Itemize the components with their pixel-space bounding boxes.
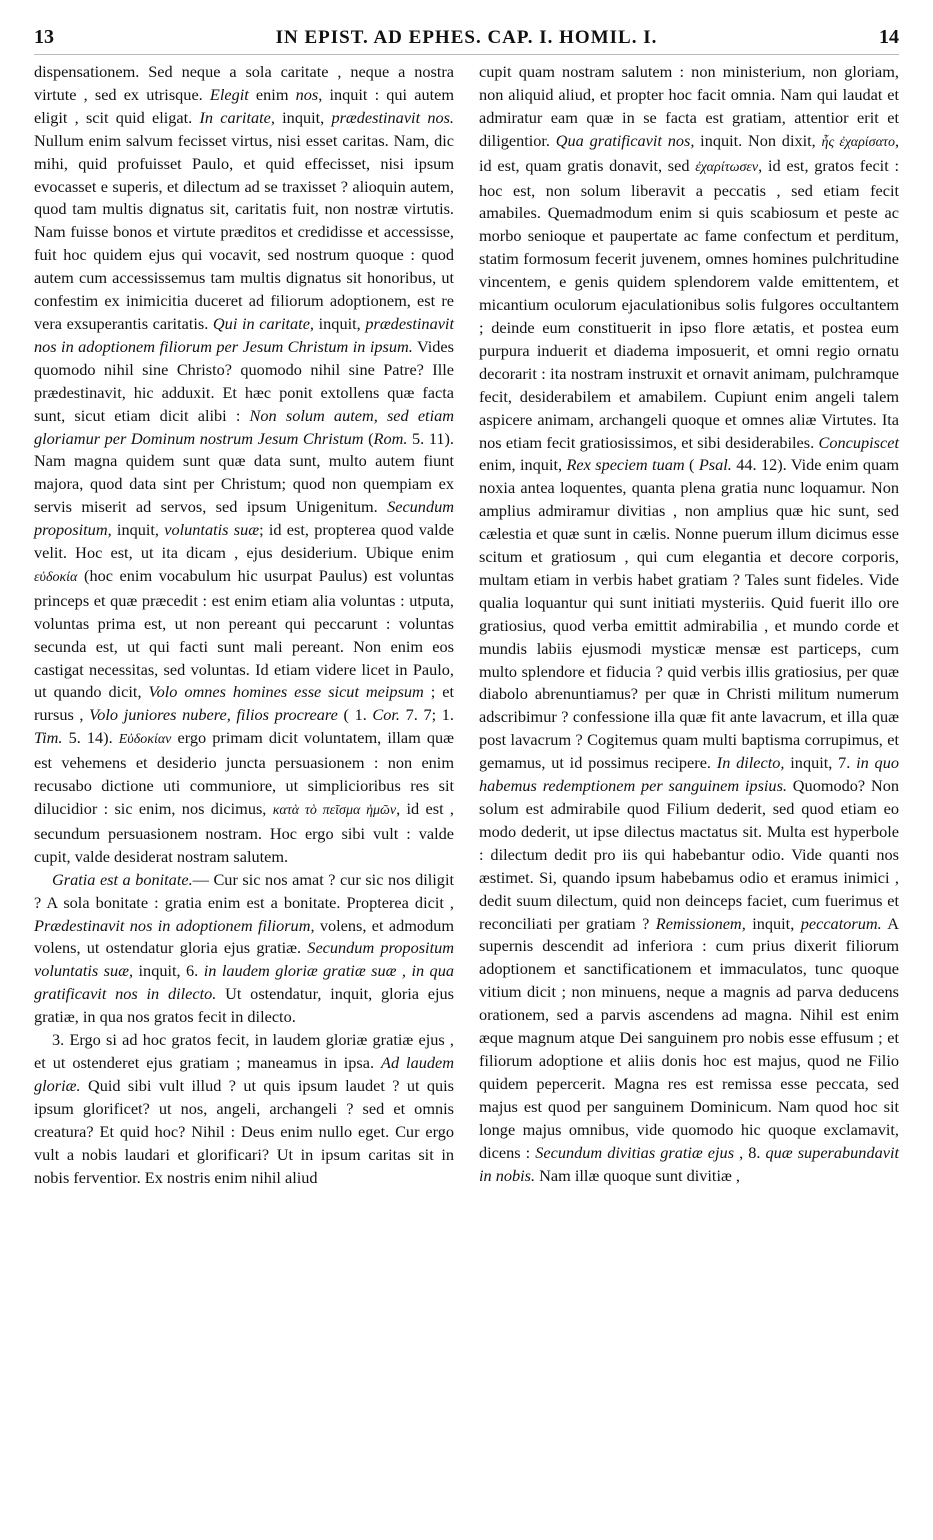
italic-text: Tim. — [34, 728, 63, 748]
page-number-right: 14 — [879, 26, 899, 48]
paragraph — [34, 1029, 454, 1189]
italic-text: Gratia est a bonitate. — [52, 869, 193, 889]
italic-text: in laudem gloriæ gratiæ suæ , in qua gratificavit nos in dilecto. — [34, 961, 454, 1004]
running-head — [34, 26, 899, 55]
italic-text: Secundum propositum voluntatis suæ, — [34, 938, 454, 981]
italic-text: Ad laudem gloriæ. — [34, 1052, 454, 1095]
paragraph — [479, 61, 899, 1187]
text-run: ( 1. — [337, 705, 373, 725]
greek-text: εὐδοκία — [34, 569, 78, 585]
italic-text: Rex speciem tuam — [566, 455, 685, 475]
text-run: , id est , secundum persuasionem nostram. Hoc ergo sibi vult : valde cupit, valde desiderat nostram salutem. — [34, 799, 454, 866]
text-run: , inquit : qui autem eligit , scit quid eligat. — [34, 84, 454, 127]
italic-text: Qua gratificavit nos, — [555, 130, 695, 150]
italic-text: Volo juniores nubere, filios procreare — [89, 705, 338, 725]
italic-text: Secundum divitias gratiæ ejus — [535, 1142, 735, 1162]
text-run: ( — [684, 455, 699, 475]
text-run: 7. 7; 1. — [400, 705, 454, 725]
italic-text: Prædestinavit nos in adoptionem filiorum, — [34, 915, 315, 935]
italic-text: nos — [295, 84, 319, 104]
text-run: , 8. — [734, 1142, 766, 1162]
italic-text: quæ superabundavit in nobis. — [479, 1142, 899, 1185]
text-run: 44. 12). Vide enim quam noxia antea loquentes, quanta plena gratia nunc loquamur. Non amplius admiramur divitias , non amplius quæ hic sunt, sed cælestia et quæ sunt in cælis. Nonne puerum illum dicimus esse scitum et gratiosum , qui cum elegantia et decore corporis, multam etiam in verbis habet gratiam ? Tales sunt fideles. Vide qualia loquantur qui sunt initiati mysteriis. Quid fuerit illo ore gratiosius, quod verba emittit admirabilia , et mundo corde et mundis labiis ejusmodi mysticæ mensæ est particeps, cum multo splendore et fiducia ? quid verbis illis gratiosius, per quæ diabolo abrenuntiamus? per quæ in Christi militum numerum adscribimur ? confessione illa quæ fit ante lavacrum, et illa quæ post lavacrum ? Cogitemus quam multi baptisma corrupimus, et gemamus, ut id possimus recipere. — [479, 455, 899, 773]
italic-text: peccatorum. — [800, 913, 882, 933]
text-run: Nullum enim salvum fecisset virtus, nisi esset caritas. Nam, dic mihi, quid profuisset Paulo, et quid effecisset, nisi ipsum evocasset e superis, et dilectum ad se traxisset ? alioquin autem, quod tam multis dignatus sit, caritatis fuit, non nostræ virtutis. Nam fuisse bonos et virtute præditos et credidisse et accessisse, fuit hoc quidem ejus qui vocavit, sed nostrum quoque : quod autem cum accessissemus tam multis dignatus sit honoribus, ut confestim ex inimicitia duceret ad filiorum adoptionem, est re vera exsuperantis caritatis. — [34, 130, 454, 333]
text-run: ; id est, propterea quod valde velit. Hoc est, ut ita dicam , ejus desiderium. Ubique enim — [34, 520, 454, 563]
text-run: inquit, 7. — [784, 753, 857, 773]
text-run: (hoc enim vocabulum hic usurpat Paulus) est voluntas princeps et quæ præcedit : est enim etiam alia voluntas : utputa, voluntas prima est, ut non pereant qui peccarunt : voluntas secunda est, ut qui facti sunt mali pereant. Non enim eos castigat necessitas, sed voluntas. Id etiam videre licet in Paulo, ut quando dicit, — [34, 565, 454, 702]
greek-text: κατὰ τὸ πεῖσμα ἡμῶν — [272, 803, 397, 818]
text-run: volens, et admodum volens, ut ostendatur gloria ejus gratiæ. — [34, 915, 455, 958]
text-run: inquit, 6. — [133, 961, 204, 981]
text-run: Quid sibi vult illud ? ut quis ipsum laudet ? ut quis ipsum glorificet? ut nos, angeli, archangeli ? sed et omnis creatura? Et quid hoc? Nihil : Deus enim nullo eget. Cur ergo vult a nobis laudari et glorificari? Ut in ipsum caritas sit in nobis ferventior. Ex nostris enim nihil aliud — [34, 1075, 454, 1187]
text-run: Ut ostendatur, inquit, gloria ejus gratiæ, in qua nos gratos fecit in dilecto. — [34, 984, 455, 1027]
text-run: A supernis descendit ad inferiora : cum prius dixerit filiorum adoptionem et sanctificationem et immaculatos, tunc quoque vitium dicit ; non minuens, neque a magnis ad parva deducens orationem, sed a parvis ascendens ad magna. Nihil est enim æque magnum atque Dei sanguinem pro nobis esse effusum ; et filiorum adoptione et aliis donis hoc est majus, quod ne Filio quidem pepercerit. Magna res est remissa esse peccata, sed majus est quod per sanguinem Dominicum. Nam quod hoc sit longe majus omnibus, vide quomodo hic quoque exclamavit, dicens : — [479, 913, 899, 1162]
italic-text: Remissionem, — [655, 913, 746, 933]
text-run: , id est, quam gratis donavit, sed — [479, 130, 900, 175]
greek-text: Εὐδοκίαν — [118, 732, 172, 748]
text-run: — Cur sic nos amat ? cur sic nos diligit ? A sola bonitate : gratia enim est a bonitate. Propterea dicit , — [34, 869, 454, 912]
italic-text: Elegit — [209, 84, 249, 104]
greek-text: ἐχαρίτωσεν — [695, 159, 759, 175]
text-run: 5. 14). — [62, 728, 119, 748]
text-run: dispensationem. Sed neque a sola caritate , neque a nostra virtute , sed ex utrisque. — [34, 62, 454, 104]
right-column — [479, 61, 899, 1189]
text-run: Nam illæ quoque sunt divitiæ , — [535, 1165, 740, 1185]
text-run: 5. 11). Nam magna quidem sunt quæ data sunt, multo autem fiunt majora, quod data sint per Christum; quod non quempiam ex servis miserit ad servos, sed ipsum Unigenitum. — [34, 428, 454, 517]
italic-text: In caritate, — [199, 107, 275, 127]
text-run: inquit, — [274, 107, 332, 127]
text-run: ( — [363, 428, 374, 448]
text-run: , id est, gratos fecit : hoc est, non solum liberavit a peccatis , sed etiam fecit amabiles. Quemadmodum enim si quis scabiosum et peste ac morbo senioque et paupertate ac fame confectum et perditum, statim formosum fecerit juvenem, omnes homines pulchritudine vincentem, e genis quidem splendorem valde emittentem, et micantium oculorum ejaculationibus solis fulgores occultantem ; deinde eum constituerit in ipso flore ætatis, et postea eum purpura induerit et diadema imposuerit, et omni regio ornatu decorarit : ita nostram instruxit et ornavit animam, pulchramque fecit, desiderabilem et amabilem. Cupiunt enim angeli talem aspicere animam, archangeli quoque et omnes aliæ Virtutes. Ita nos etiam fecit gratiosissimos, et sibi desiderabiles. — [479, 155, 899, 452]
italic-text: in quo habemus redemptionem per sanguinem ipsius. — [479, 753, 899, 796]
text-run: inquit, — [745, 913, 801, 933]
running-title: IN EPIST. AD EPHES. CAP. I. HOMIL. I. — [275, 27, 658, 48]
italic-text: Volo omnes homines esse sicut meipsum — [148, 682, 424, 702]
italic-text: Psal. — [698, 455, 732, 475]
greek-text: ἧς ἐχαρίσατο — [821, 134, 895, 150]
page-number-left: 13 — [34, 26, 54, 48]
text-run: cupit quam nostram salutem : non ministerium, non gloriam, non aliquid aliud, et propter hoc facit omnia. Nam qui laudat et admiratur eam quæ in se facta est gratiam, attentior erit et diligentior. — [479, 62, 899, 150]
text-run: inquit, — [314, 313, 366, 333]
text-columns — [34, 61, 899, 1189]
italic-text: prædestinavit nos. — [331, 107, 455, 127]
italic-text: Non solum autem, sed etiam gloriamur per Dominum nostrum Jesum Christum — [34, 405, 454, 448]
text-run: enim — [248, 84, 296, 104]
text-run: inquit, — [111, 520, 165, 540]
italic-text: prædestinavit nos in adoptionem filiorum per Jesum Christum in ipsum. — [34, 313, 454, 356]
text-run: ; et rursus , — [34, 682, 454, 725]
italic-text: voluntatis suæ — [164, 520, 260, 540]
italic-text: Cor. — [372, 705, 401, 725]
italic-text: Qui in caritate, — [212, 313, 314, 333]
italic-text: In dilecto, — [716, 753, 785, 773]
text-run: inquit. Non dixit, — [694, 130, 822, 150]
text-run: enim, inquit, — [479, 455, 567, 475]
left-column — [34, 61, 454, 1189]
paragraph — [34, 61, 454, 869]
text-run: Vides quomodo nihil sine Christo? quomodo nihil sine Patre? Ille prædestinavit, hic adduxit. Et hæc ponit extollens quæ facta sunt, sicut etiam dicit alibi : — [34, 336, 454, 425]
text-run: Quomodo? Non solum est admirabile quod Filium dederit, sed quod etiam eo modo dederit, ut ipse dilectus mactatus sit. Multa est hyperbole : dilectum dedit pro iis qui habebantur odio. Vide quanti nos æstimet. Si, quando ipsum habebamus odio et eramus inimici , dedit suum dilectum, quid non deinceps faciet, cum fuerimus et reconciliati per gratiam ? — [479, 776, 899, 933]
text-run: ergo primam dicit voluntatem, illam quæ est vehemens et desiderio juncta persuasionem : non enim recusabo dictione uti communiore, ut simplicioribus res sit dilucidior : sic enim, nos dicimus, — [34, 728, 454, 818]
italic-text: Secundum propositum, — [34, 497, 454, 540]
text-run: 3. Ergo si ad hoc gratos fecit, in laudem gloriæ gratiæ ejus , et ut ostenderet ejus gratiam ; maneamus in ipsa. — [34, 1030, 454, 1072]
italic-text: Concupiscet — [818, 432, 899, 452]
italic-text: Rom. — [373, 428, 408, 448]
paragraph — [34, 869, 454, 1029]
